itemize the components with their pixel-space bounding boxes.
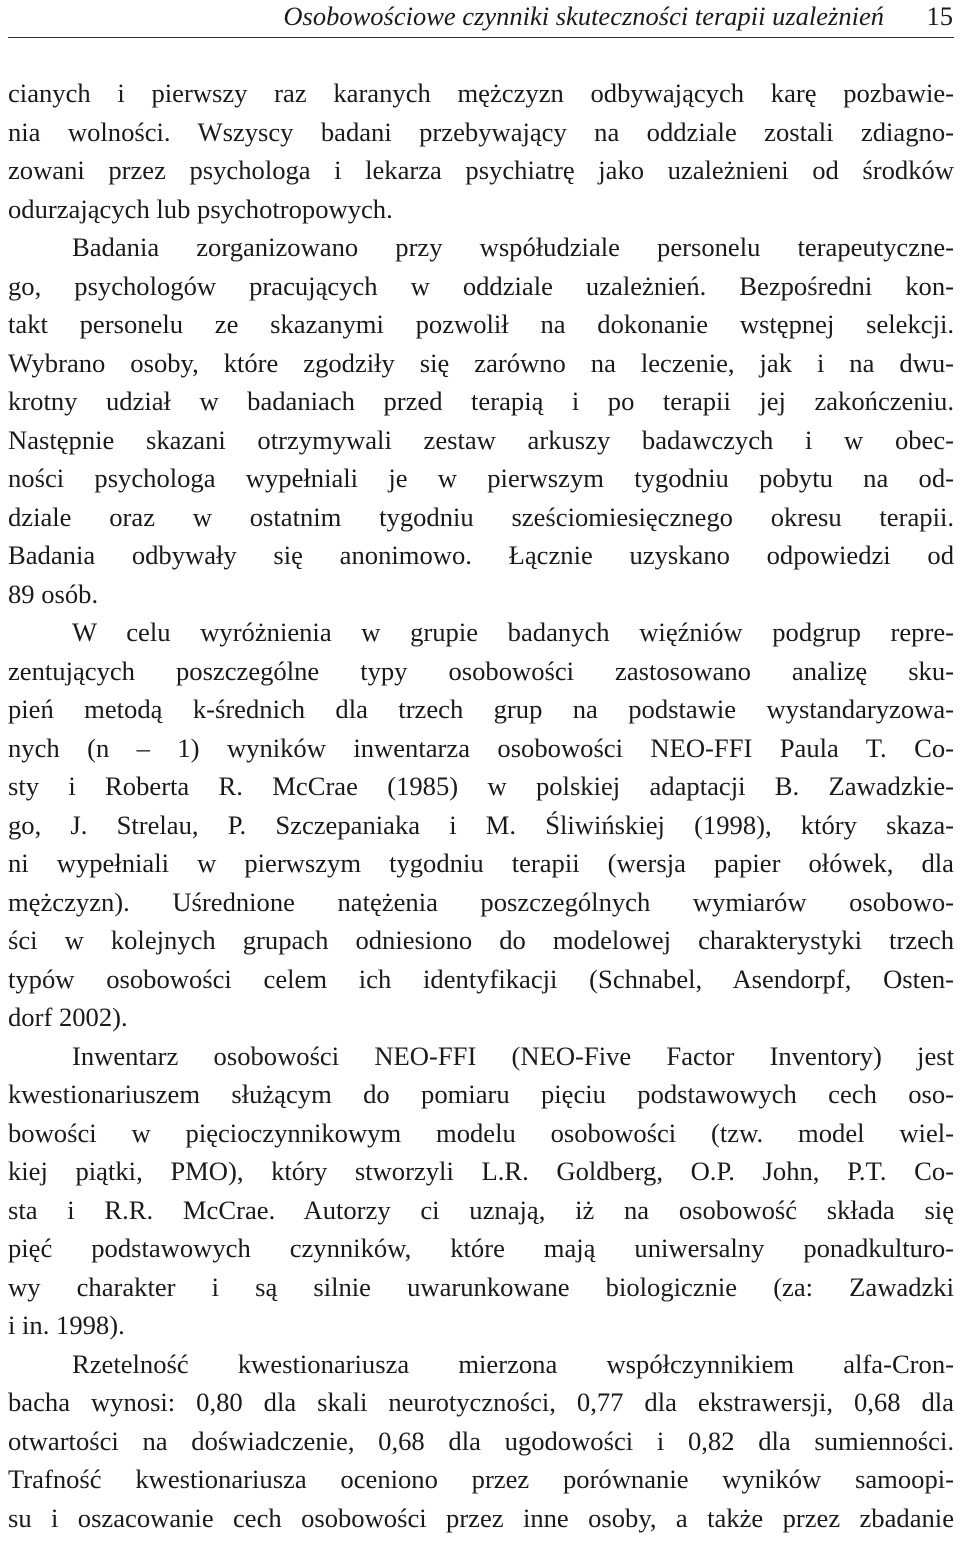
text-line: nia wolności. Wszyscy badani przebywający na oddziale zostali zdiagno-: [8, 116, 954, 147]
text-line: dziale oraz w ostatnim tygodniu sześciomiesięcznego okresu terapii.: [8, 501, 954, 532]
paragraph-first-line: Rzetelność kwestionariusza mierzona współczynnikiem alfa-Cron-: [72, 1348, 954, 1379]
text-line: Trafność kwestionariusza oceniono przez porównanie wyników samoopi-: [8, 1464, 954, 1494]
paragraph-first-line: Badania zorganizowano przy współudziale personelu terapeutyczne-: [72, 232, 954, 262]
running-head: [8, 0, 954, 38]
text-line: otwartości na doświadczenie, 0,68 dla ugodowości i 0,82 dla sumienności.: [8, 1425, 954, 1456]
body-text: [8, 74, 954, 1537]
text-line: nych (n – 1) wyników inwentarza osobowości NEO-FFI Paula T. Co-: [8, 732, 954, 763]
text-line: odurzających lub psychotropowych.: [8, 193, 393, 224]
paragraph-first-line: Inwentarz osobowości NEO-FFI (NEO-Five Factor Inventory) jest: [72, 1040, 954, 1071]
text-line: Wybrano osoby, które zgodziły się zarówno na leczenie, jak i na dwu-: [8, 347, 954, 378]
text-line: dorf 2002).: [8, 1002, 128, 1032]
text-line: bowości w pięcioczynnikowym modelu osobowości (tzw. model wiel-: [8, 1117, 954, 1148]
text-line: mężczyzn). Uśrednione natężenia poszczególnych wymiarów osobowo-: [8, 886, 954, 917]
text-line: su i oszacowanie cech osobowości przez inne osoby, a także przez zbadanie: [8, 1502, 954, 1533]
text-line: takt personelu ze skazanymi pozwolił na dokonanie wstępnej selekcji.: [8, 309, 954, 339]
text-line: pień metodą k-średnich dla trzech grup na podstawie wystandaryzowa-: [8, 694, 954, 724]
text-line: wy charakter i są silnie uwarunkowane biologicznie (za: Zawadzki: [8, 1271, 954, 1302]
text-line: sta i R.R. McCrae. Autorzy ci uznają, iż na osobowość składa się: [8, 1194, 954, 1225]
text-line: go, J. Strelau, P. Szczepaniaka i M. Śliwińskiej (1998), który skaza-: [8, 809, 954, 840]
book-page: [8, 0, 954, 1557]
text-line: zowani przez psychologa i lekarza psychiatrę jako uzależnieni od środków: [8, 155, 954, 185]
text-line: 89 osób.: [8, 578, 99, 609]
text-line: kwestionariuszem służącym do pomiaru pięciu podstawowych cech oso-: [8, 1079, 954, 1109]
page-number: 15: [926, 1, 953, 31]
text-line: Badania odbywały się anonimowo. Łącznie uzyskano odpowiedzi od: [8, 540, 954, 570]
text-line: ści w kolejnych grupach odniesiono do modelowej charakterystyki trzech: [8, 925, 954, 955]
text-line: ni wypełniali w pierwszym tygodniu terapii (wersja papier ołówek, dla: [8, 848, 954, 878]
text-line: krotny udział w badaniach przed terapią i po terapii jej zakończeniu.: [8, 386, 954, 416]
text-line: pięć podstawowych czynników, które mają uniwersalny ponadkulturo-: [8, 1233, 954, 1263]
text-line: kiej piątki, PMO), który stworzyli L.R. Goldberg, O.P. John, P.T. Co-: [8, 1156, 954, 1186]
text-line: cianych i pierwszy raz karanych mężczyzn odbywających karę pozbawie-: [8, 78, 954, 108]
text-line: typów osobowości celem ich identyfikacji (Schnabel, Asendorpf, Osten-: [8, 963, 954, 994]
text-line: i in. 1998).: [8, 1310, 125, 1340]
text-line: go, psychologów pracujących w oddziale uzależnień. Bezpośredni kon-: [8, 270, 954, 301]
text-line: sty i Roberta R. McCrae (1985) w polskiej adaptacji B. Zawadzkie-: [8, 771, 954, 801]
text-line: ności psychologa wypełniali je w pierwszym tygodniu pobytu na od-: [8, 463, 954, 493]
text-line: bacha wynosi: 0,80 dla skali neurotyczności, 0,77 dla ekstrawersji, 0,68 dla: [8, 1387, 954, 1417]
running-title: Osobowościowe czynniki skuteczności terapii uzależnień: [283, 1, 884, 31]
text-line: Następnie skazani otrzymywali zestaw arkuszy badawczych i w obec-: [8, 424, 954, 455]
text-line: zentujących poszczególne typy osobowości zastosowano analizę sku-: [8, 655, 954, 686]
paragraph-first-line: W celu wyróżnienia w grupie badanych więźniów podgrup repre-: [72, 617, 954, 647]
